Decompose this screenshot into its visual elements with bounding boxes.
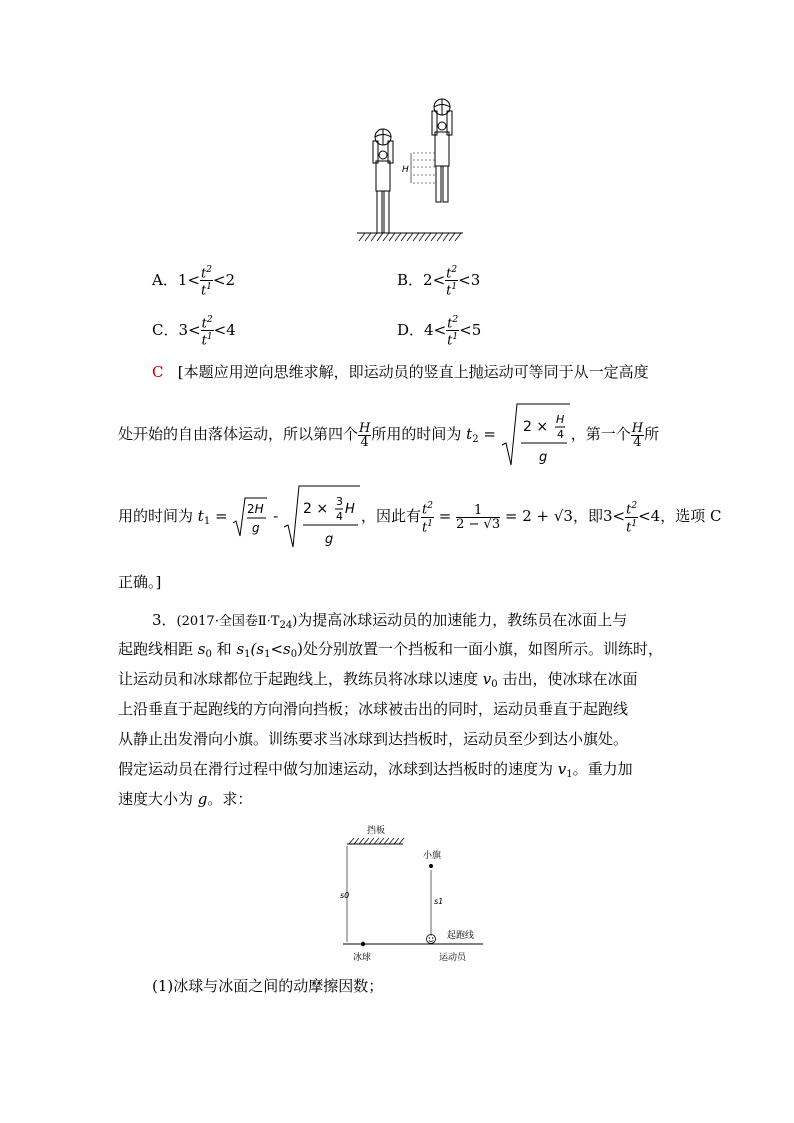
t2-over-t1: $\frac{t^2}{t^1}$ [200, 265, 212, 299]
t2-over-t1: $\frac{t^2}{t^1}$ [201, 315, 213, 349]
t2-over-t1: $\frac{t^2}{t^1}$ [447, 315, 459, 349]
flag-point [429, 864, 433, 868]
sqrt-3h-over-g [283, 485, 361, 549]
svg-text:g: g [324, 532, 334, 547]
solution-line-4: 正确。] [118, 573, 162, 591]
option-a[interactable]: A．1< $\frac{t^2}{t^1}$ <2 [152, 265, 236, 299]
problem-3-line-1: 3．(2017·全国卷$Ⅱ\cdot T_{24}$)为提高冰球运动员的加速能力，教练员在冰面上与 [152, 611, 628, 631]
option-c[interactable]: C．3< $\frac{t^2}{t^1}$ <4 [152, 315, 236, 349]
svg-text:2 ×: 2 × [522, 419, 548, 435]
athlete-label: 运动员 [439, 953, 467, 963]
s0-label: s0 [340, 891, 350, 900]
problem-3-line-2: 起跑线相距 $s_0$ 和 $s_1(s_1<s_0)$处分别放置一个挡板和一面小旗，如图所示。训练时， [118, 640, 663, 660]
figure-jumping-players [355, 95, 467, 243]
svg-text:H: H [555, 413, 564, 426]
solution-line-1: C [本题应用逆向思维求解，即运动员的竖直上抛运动可等同于从一定高度 [152, 363, 649, 381]
sqrt-2h-over-g [232, 497, 268, 537]
option-d[interactable]: D．4< $\frac{t^2}{t^1}$ <5 [397, 315, 482, 349]
option-b[interactable]: B．2< $\frac{t^2}{t^1}$ <3 [397, 265, 481, 299]
svg-text:3: 3 [335, 495, 343, 508]
svg-text:H: H [344, 502, 355, 517]
svg-text:2 ×: 2 × [302, 501, 329, 517]
problem-3-line-5: 从静止出发滑向小旗。训练要求当冰球到达挡板时，运动员至少到达小旗处。 [118, 730, 629, 748]
problem-3-line-3: 让运动员和冰球都位于起跑线上，教练员将冰球以速度 $v_0$ 击出，使冰球在冰面 [118, 670, 638, 690]
svg-text:g: g [538, 450, 547, 465]
svg-text:g: g [252, 521, 260, 535]
solution-line-2: 处开始的自由落体运动，所以第四个 $\frac{H}{4}$ 所用的时间为 $t_2$ = 2 × H 4 g ，第一个 $\frac{H}{4}$ 所 [118, 402, 659, 466]
s1-label: s1 [434, 897, 444, 906]
baffle-label: 挡板 [367, 826, 386, 836]
question-1: (1)冰球与冰面之间的动摩擦因数； [152, 977, 384, 995]
problem-3-line-6: 假定运动员在滑行过程中做匀加速运动，冰球到达挡板时的速度为 $v_1$。重力加 [118, 760, 633, 780]
answer-letter: C [152, 363, 164, 381]
puck-point [361, 942, 365, 946]
problem-3-line-7: 速度大小为 g。求： [118, 790, 253, 808]
solution-line-3: 用的时间为 $t_1$ = 2H g - 2 × 3 4 H g ，因此有 $\frac{t^2}{t^1}$ = $\frac{1}{2 - √3}$ = 2 + √3，即3< $\frac{t^2}{t^1}$ <4，选项 C [118, 484, 721, 548]
start-line-label: 起跑线 [447, 931, 475, 941]
svg-text:2H: 2H [247, 502, 265, 516]
sqrt-symbol [501, 403, 571, 467]
puck-label: 冰球 [353, 953, 372, 963]
flag-label: 小旗 [423, 851, 442, 861]
problem-3-line-4: 上沿垂直于起跑线的方向滑向挡板；冰球被击出的同时，运动员垂直于起跑线 [118, 700, 629, 718]
figure-ice-hockey-training [335, 822, 495, 964]
t2-over-t1: $\frac{t^2}{t^1}$ [446, 265, 458, 299]
h-label: H [402, 165, 409, 175]
svg-text:4: 4 [335, 510, 343, 523]
svg-text:4: 4 [556, 428, 564, 441]
